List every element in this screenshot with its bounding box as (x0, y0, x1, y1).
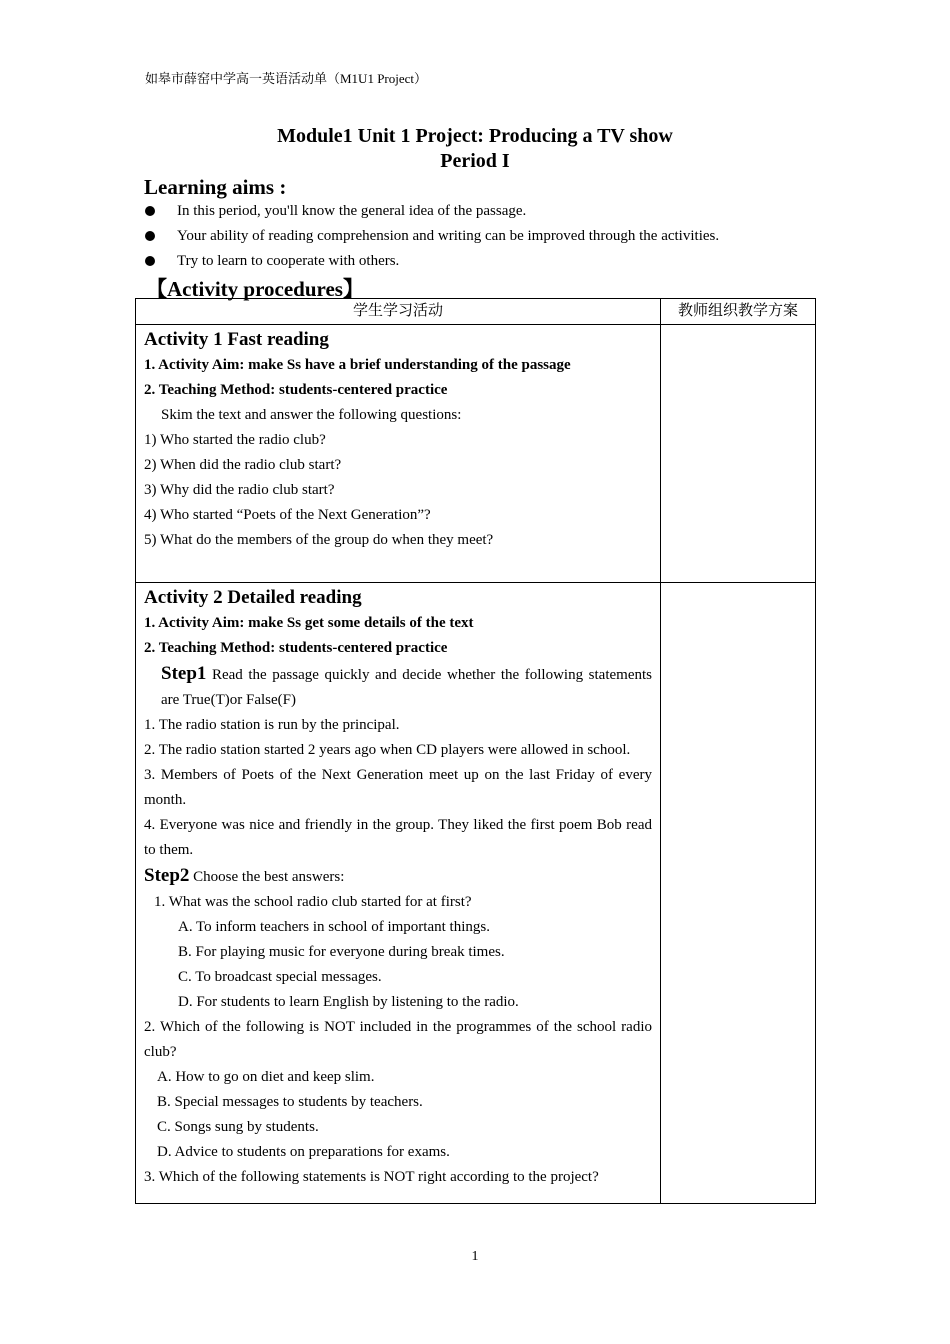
list-item: 2) When did the radio club start? (144, 457, 342, 473)
table-row (136, 325, 816, 583)
activity1-instruction: Skim the text and answer the following questions: (161, 407, 462, 423)
page-number: 1 (471, 1249, 479, 1264)
step2-instruction: Step2 Choose the best answers: (144, 865, 345, 886)
bullet-icon (145, 231, 155, 241)
list-item: 4) Who started “Poets of the Next Generation”? (144, 507, 431, 523)
list-item: 3. Members of Poets of the Next Generation meet up on the last Friday of every month. (144, 767, 652, 808)
list-item: C. To broadcast special messages. (178, 969, 382, 985)
activity2-title: Activity 2 Detailed reading (144, 587, 362, 608)
question-2: 2. Which of the following is NOT included in the programmes of the school radio club? (144, 1019, 652, 1060)
document-subtitle: Period I (440, 150, 510, 172)
activity-procedures-heading: 【Activity procedures】 (146, 277, 364, 301)
list-item: 1) Who started the radio club? (144, 432, 326, 448)
activity2-method: 2. Teaching Method: students-centered practice (144, 640, 448, 656)
question-1: 1. What was the school radio club started for at first? (154, 894, 472, 910)
table-row (136, 583, 816, 1204)
list-item: 1. The radio station is run by the principal. (144, 717, 400, 733)
list-item: A. How to go on diet and keep slim. (157, 1069, 375, 1085)
learning-aims-list (142, 200, 719, 275)
list-item: 3) Why did the radio club start? (144, 482, 335, 498)
activity1-method: 2. Teaching Method: students-centered practice (144, 382, 448, 398)
activity2-cell (136, 583, 661, 1204)
list-item: Your ability of reading comprehension and writing can be improved through the activities. (142, 225, 719, 250)
activity1-cell (136, 325, 661, 583)
list-item: 5) What do the members of the group do when they meet? (144, 532, 494, 548)
learning-aims-heading: Learning aims : (144, 175, 287, 199)
list-item: Try to learn to cooperate with others. (142, 250, 719, 275)
list-item: A. To inform teachers in school of important things. (178, 919, 490, 935)
activity2-teacher-cell (661, 583, 816, 1204)
list-item: D. For students to learn English by listening to the radio. (178, 994, 519, 1010)
list-item: D. Advice to students on preparations for exams. (157, 1144, 450, 1160)
document-title: Module1 Unit 1 Project: Producing a TV show (277, 125, 673, 147)
list-item: B. For playing music for everyone during break times. (178, 944, 505, 960)
teacher-plan-header: 教师组织教学方案 (661, 299, 816, 325)
activity1-teacher-cell (661, 325, 816, 583)
list-item: 2. The radio station started 2 years ago when CD players were allowed in school. (144, 742, 631, 758)
activity1-title: Activity 1 Fast reading (144, 329, 329, 350)
student-activity-header: 学生学习活动 (136, 299, 661, 325)
activity1-aim: 1. Activity Aim: make Ss have a brief understanding of the passage (144, 357, 571, 373)
list-item: In this period, you'll know the general idea of the passage. (142, 200, 719, 225)
bullet-icon (145, 206, 155, 216)
question-3: 3. Which of the following statements is NOT right according to the project? (144, 1169, 599, 1185)
table-header-row (136, 299, 816, 325)
list-item: B. Special messages to students by teachers. (157, 1094, 423, 1110)
list-item: 4. Everyone was nice and friendly in the group. They liked the first poem Bob read to them. (144, 817, 652, 858)
activity-table (135, 298, 816, 1204)
bullet-icon (145, 256, 155, 266)
step1-instruction: Step1 Read the passage quickly and decide whether the following statements are True(T)or False(F) (161, 663, 652, 708)
list-item: C. Songs sung by students. (157, 1119, 319, 1135)
page-header: 如皋市薛窑中学高一英语活动单（M1U1 Project） (145, 71, 428, 86)
activity2-aim: 1. Activity Aim: make Ss get some details of the text (144, 615, 474, 631)
